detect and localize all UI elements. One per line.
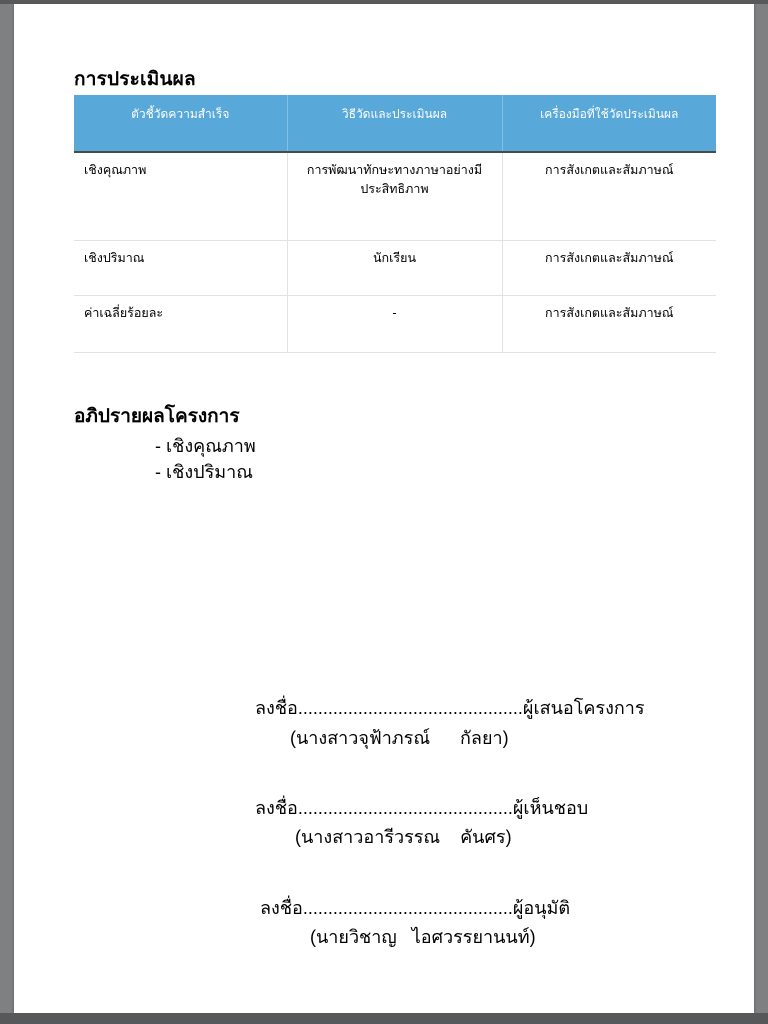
table-header-tool: เครื่องมือที่ใช้วัดประเมินผล [502, 95, 716, 152]
document-page [14, 4, 754, 1013]
signature-name-proposer: (นางสาวจุฟ้าภรณ์ กัลยา) [290, 728, 509, 748]
table-row [74, 295, 716, 352]
table-header-method: วิธีวัดและประเมินผล [287, 95, 502, 152]
evaluation-table-header [74, 95, 716, 152]
discussion-item-qualitative: - เชิงคุณภาพ [155, 436, 256, 456]
evaluation-table [74, 95, 716, 353]
signature-name-approver: (นายวิชาญ ไอศวรรยานนท์) [310, 927, 536, 947]
table-cell: การพัฒนาทักษะทางภาษาอย่างมีประสิทธิภาพ [287, 152, 502, 240]
discussion-item-quantitative: - เชิงปริมาณ [155, 462, 253, 482]
table-cell: การสังเกตและสัมภาษณ์ [502, 152, 716, 240]
signature-line-endorser: ลงชื่อ...........................................ผู้เห็นชอบ [255, 798, 589, 818]
table-cell: เชิงปริมาณ [74, 240, 287, 295]
signature-name-endorser: (นางสาวอารีวรรณ คันศร) [295, 827, 512, 847]
viewer-top-bar [0, 0, 768, 4]
section-title-evaluation: การประเมินผล [74, 69, 196, 90]
table-cell: นักเรียน [287, 240, 502, 295]
table-cell: ค่าเฉลี่ยร้อยละ [74, 295, 287, 352]
signature-line-proposer: ลงชื่อ.............................................ผู้เสนอโครงการ [255, 698, 645, 718]
table-cell: - [287, 295, 502, 352]
table-row [74, 240, 716, 295]
viewer-bottom-bar [0, 1013, 768, 1024]
table-cell: การสังเกตและสัมภาษณ์ [502, 295, 716, 352]
table-cell: การสังเกตและสัมภาษณ์ [502, 240, 716, 295]
table-header-indicator: ตัวชี้วัดความสำเร็จ [74, 95, 287, 152]
table-row [74, 152, 716, 240]
section-title-discussion: อภิปรายผลโครงการ [74, 406, 240, 427]
table-header-row [74, 95, 716, 152]
signature-line-approver: ลงชื่อ..........................................ผู้อนุมัติ [260, 898, 571, 918]
table-cell: เชิงคุณภาพ [74, 152, 287, 240]
